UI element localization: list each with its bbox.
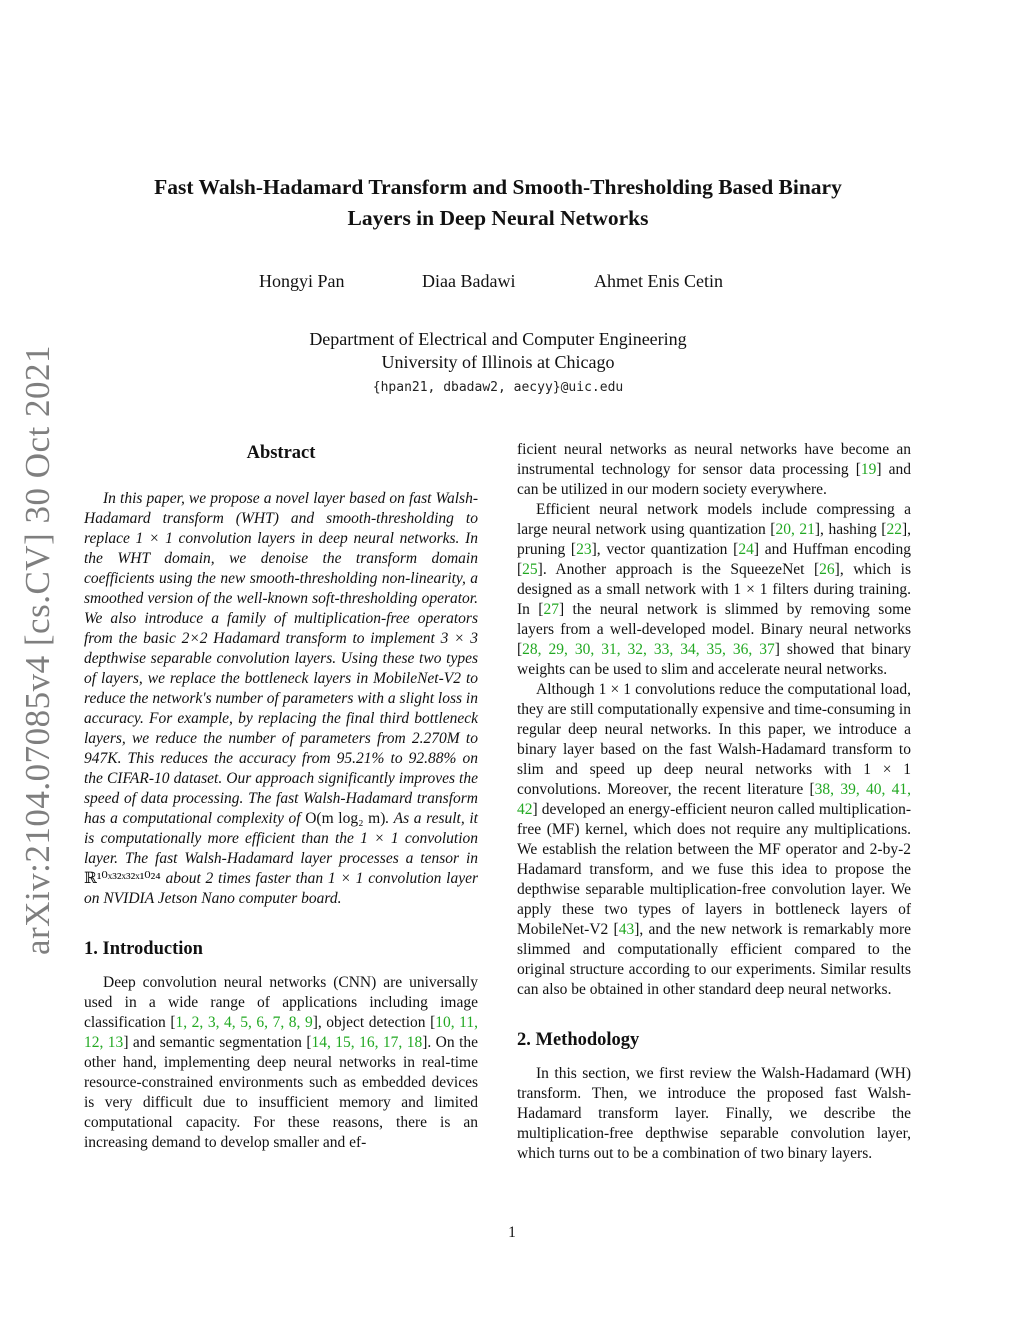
intro-p3-text-3: ], and the new network is remarkably more slimmed and computationally efficient compared to the original structure according to our experiments. Similar results can also be obtained in other standard deep neural networks. bbox=[517, 921, 911, 998]
intro-p2-text-8: ] the neural network is slimmed by removing some layers from a well-developed model. Binary neural networks [ bbox=[517, 601, 912, 658]
citation-link[interactable]: 20, 21 bbox=[775, 521, 815, 538]
author-3: Ahmet Enis Cetin bbox=[594, 271, 723, 291]
intro-p1c-text-2: ] and can be utilized in our modern society everywhere. bbox=[517, 461, 911, 498]
intro-p2-text-5: ] and Huffman encoding [ bbox=[517, 541, 911, 578]
citation-link[interactable]: 25 bbox=[522, 561, 538, 578]
arxiv-identifier: arXiv:2104.07085v4 [cs.CV] 30 Oct 2021 bbox=[18, 344, 58, 956]
citation-link[interactable]: 22 bbox=[886, 521, 902, 538]
tensor-formula: ℝ¹⁰ˣ³²ˣ³²ˣ¹⁰²⁴ bbox=[84, 870, 161, 887]
intro-p1-text-2: ], object detection [ bbox=[312, 1014, 436, 1031]
intro-p1-text-1: Deep convolution neural networks (CNN) are universally used in a wide range of applications including image classification [ bbox=[84, 974, 478, 1031]
citation-link[interactable]: 14, 15, 16, 17, 18 bbox=[311, 1034, 423, 1051]
arxiv-sidebar bbox=[12, 344, 64, 956]
citation-link[interactable]: 26 bbox=[819, 561, 835, 578]
citation-link[interactable]: 43 bbox=[618, 921, 635, 938]
intro-paragraph-2 bbox=[517, 500, 911, 680]
author-list bbox=[0, 271, 1024, 295]
title-line-1: Fast Walsh-Hadamard Transform and Smooth-Thresholding Based Binary bbox=[154, 175, 842, 199]
intro-paragraph-1 bbox=[84, 973, 478, 1153]
intro-p2-text-7: ], which is designed as a small network with 1 × 1 filters during training. In [ bbox=[517, 561, 911, 618]
page-number: 1 bbox=[508, 1224, 516, 1241]
citation-link[interactable]: 24 bbox=[738, 541, 754, 558]
citation-link[interactable]: 1, 2, 3, 4, 5, 6, 7, 8, 9 bbox=[175, 1014, 313, 1031]
citation-link[interactable]: 19 bbox=[860, 461, 877, 478]
intro-p2-text-1: Efficient neural network models include compressing a large neural network using quantization [ bbox=[517, 501, 911, 538]
intro-p3-text-1: Although 1 × 1 convolutions reduce the computational load, they are still computationally expensive and time-consuming in regular deep neural networks. In this paper, we introduce a binary layer based on the fast Walsh-Hadamard transform to slim and speed up deep neural networks with 1 × 1 convolutions. Moreover, the recent literature [ bbox=[517, 681, 911, 798]
right-column bbox=[517, 440, 911, 1164]
intro-p1-text-4: ]. On the other hand, implementing deep neural networks in real-time resource-constrained environments such as embedded devices is very difficult due to insufficient memory and limited computational capacity. For these reasons, there is an increasing demand to develop smaller and ef- bbox=[84, 1034, 478, 1151]
intro-paragraph-1-continued bbox=[517, 440, 911, 500]
citation-link[interactable]: 23 bbox=[576, 541, 592, 558]
intro-p1-text-3: ] and semantic segmentation [ bbox=[123, 1034, 312, 1051]
intro-p2-text-3: ], pruning [ bbox=[517, 521, 911, 558]
citation-link[interactable]: 27 bbox=[543, 601, 559, 618]
intro-paragraph-3 bbox=[517, 680, 911, 1000]
university: University of Illinois at Chicago bbox=[381, 352, 615, 372]
intro-p2-text-2: ], hashing [ bbox=[814, 521, 887, 538]
abstract-part-1: In this paper, we propose a novel layer based on fast Walsh-Hadamard transform (WHT) and smooth-thresholding to replace 1 × 1 convolution layers in deep neural networks. In the WHT domain, we denoise the transform domain coefficients using the new smooth-thresholding non-linearity, a smoothed version of the well-known soft-thresholding operator. We also introduce a family of multiplication-free operators from the basic 2×2 Hadamard transform to implement 3 × 3 depthwise separable convolution layers. Using these two types of layers, we replace the bottleneck layers in MobileNet-V2 to reduce the network's number of parameters with a slight loss in accuracy. For example, by replacing the final third bottleneck layers, we reduce the number of parameters from 2.270M to 947K. This reduces the accuracy from 95.21% to 92.88% on the CIFAR-10 dataset. Our approach significantly improves the speed of data processing. The fast Walsh-Hadamard transform has a computational complexity of bbox=[84, 490, 478, 827]
paper-title bbox=[80, 172, 916, 234]
intro-p2-text-4: ], vector quantization [ bbox=[591, 541, 739, 558]
intro-p2-text-6: ]. Another approach is the SqueezeNet [ bbox=[537, 561, 820, 578]
author-1: Hongyi Pan bbox=[259, 271, 345, 291]
department: Department of Electrical and Computer Engineering bbox=[309, 329, 687, 349]
title-line-2: Layers in Deep Neural Networks bbox=[347, 206, 649, 230]
author-emails: {hpan21, dbadaw2, aecyy}@uic.edu bbox=[372, 380, 624, 395]
intro-p1c-text-1: ficient neural networks as neural networks have become an instrumental technology for sensor data processing [ bbox=[517, 441, 911, 478]
affiliation bbox=[100, 328, 896, 399]
left-column bbox=[84, 440, 478, 1153]
abstract-part-2: . As a result, it is computationally more efficient than the 1 × 1 convolution layer. The fast Walsh-Hadamard layer processes a tensor in bbox=[84, 810, 478, 867]
intro-p3-text-2: ] developed an energy-efficient neuron called multiplication-free (MF) kernel, which does not require any multiplications. We establish the relation between the MF operator and 2-by-2 Hadamard transform, and we fuse this idea to propose the depthwise separable multiplication-free convolution layer. We apply these two types of layers in bottleneck layers of MobileNet-V2 [ bbox=[517, 801, 911, 938]
citation-link[interactable]: 28, 29, 30, 31, 32, 33, 34, 35, 36, 37 bbox=[522, 641, 775, 658]
complexity-formula: O(m log₂ m) bbox=[305, 810, 386, 827]
abstract-heading: Abstract bbox=[246, 443, 316, 463]
intro-p2-text-9: ] showed that binary weights can be used to slim and accelerate neural networks. bbox=[517, 641, 912, 678]
abstract-text bbox=[84, 489, 478, 909]
introduction-heading: 1. Introduction bbox=[84, 939, 203, 959]
methodology-heading: 2. Methodology bbox=[517, 1030, 640, 1050]
abstract-part-3: about 2 times faster than 1 × 1 convolution layer on NVIDIA Jetson Nano computer board. bbox=[84, 870, 478, 907]
author-2: Diaa Badawi bbox=[422, 271, 516, 291]
methodology-paragraph-1: In this section, we first review the Walsh-Hadamard (WH) transform. Then, we introduce the proposed fast Walsh-Hadamard transform layer. Finally, we describe the multiplication-free depthwise separable convolution layer, which turns out to be a combination of two binary layers. bbox=[517, 1065, 911, 1162]
citation-link[interactable]: 10, 11, 12, 13 bbox=[84, 1014, 478, 1051]
citation-link[interactable]: 38, 39, 40, 41, 42 bbox=[517, 781, 912, 818]
